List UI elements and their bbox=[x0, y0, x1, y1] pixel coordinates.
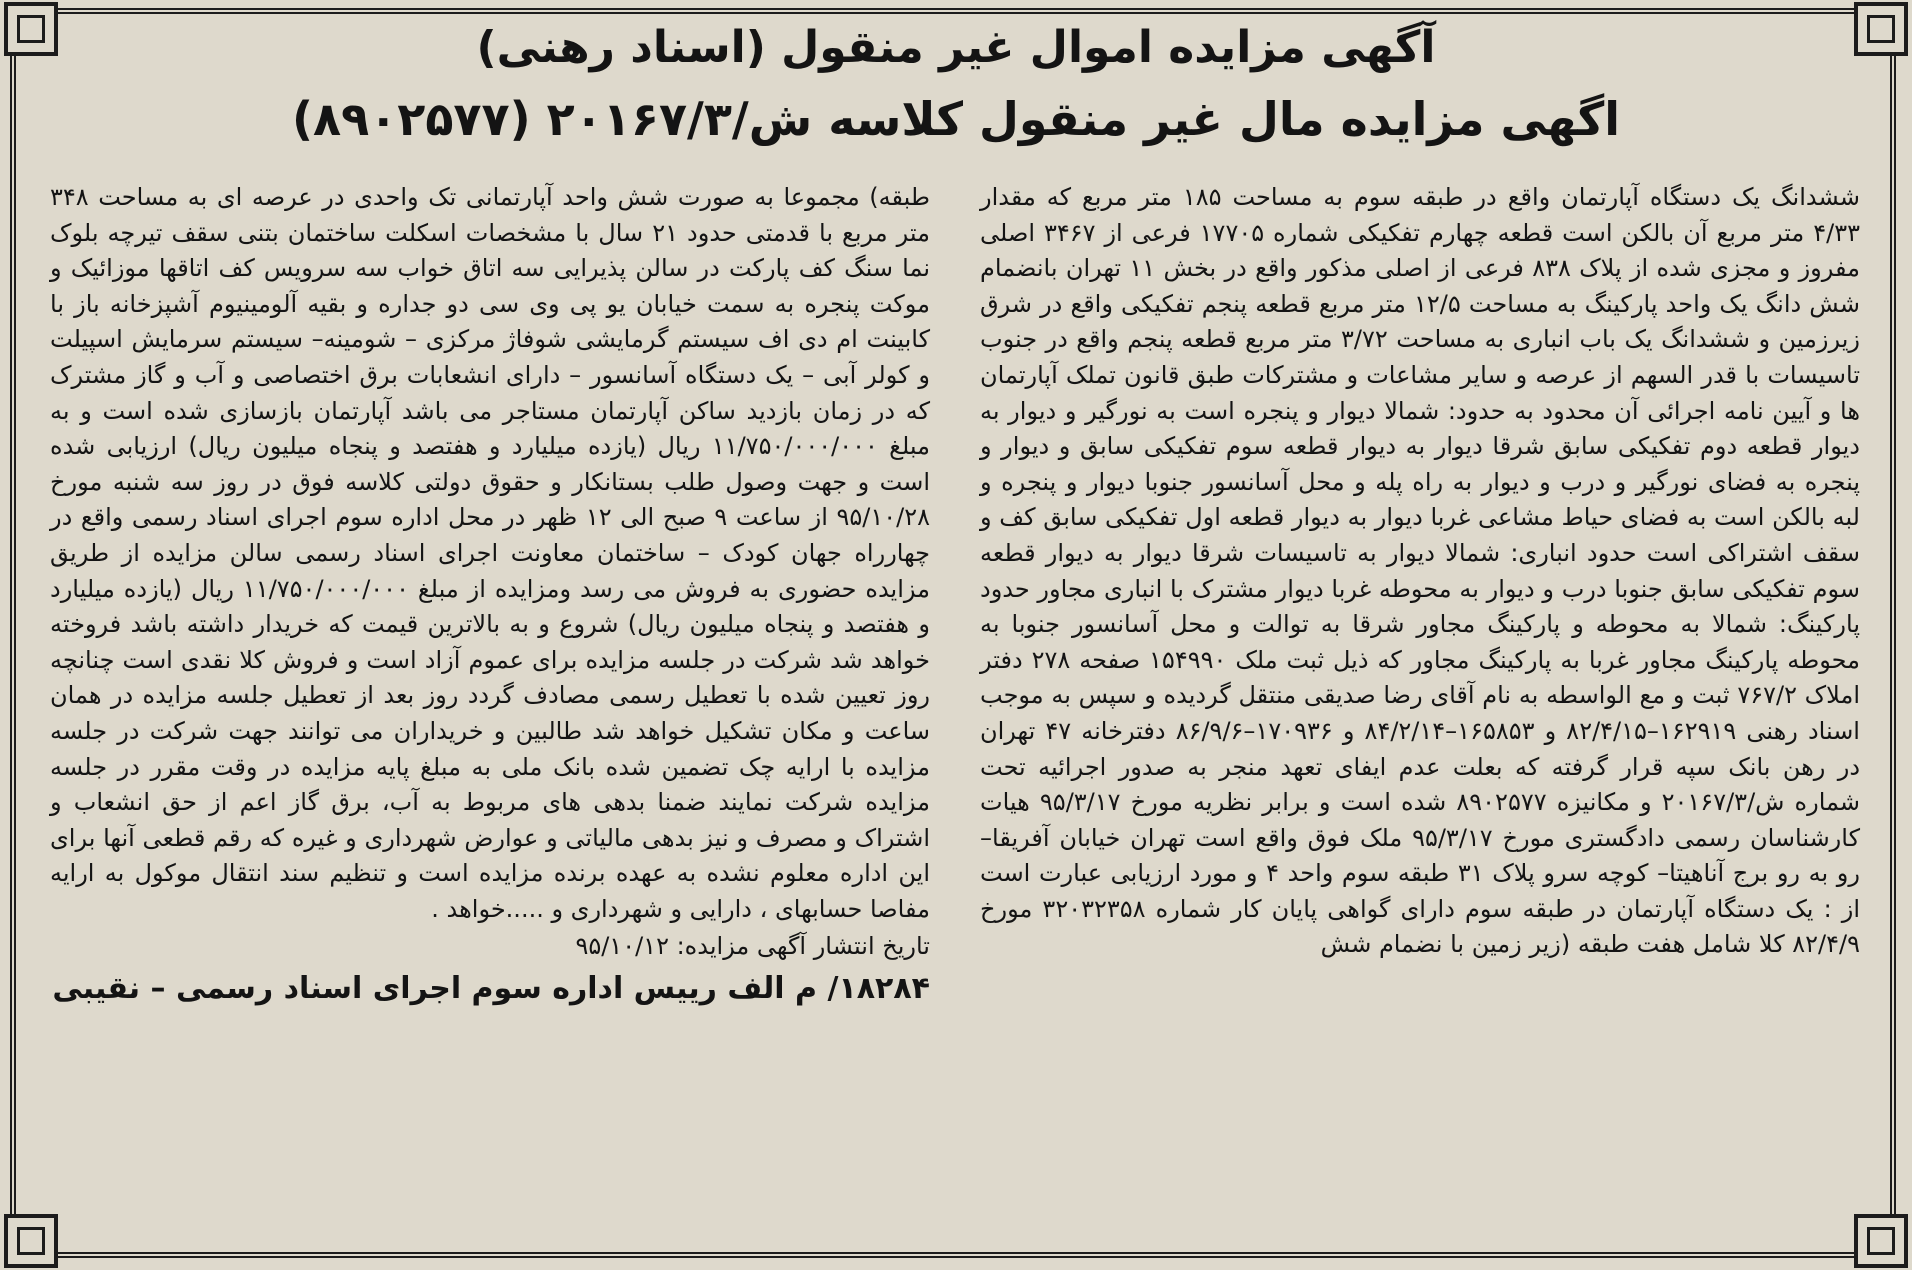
signature-line: ۱۸۲۸۴/ م الف رییس اداره سوم اجرای اسناد رسمی – نقیبی bbox=[52, 971, 930, 1007]
body-text-right: ششدانگ یک دستگاه آپارتمان واقع در طبقه سوم به مساحت ۱۸۵ متر مربع که مقدار ۴/۳۳ متر مربع آن بالکن است قطعه چهارم تفکیکی شماره ۱۷۷۰۵ فرعی از ۳۴۶۷ اصلی مفروز و مجزی شده از پلاک ۸۳۸ فرعی از اصلی مذکور واقع در بخش ۱۱ تهران بانضمام شش دانگ یک واحد پارکینگ به مساحت ۱۲/۵ متر مربع قطعه پنجم تفکیکی واقع در شرق زیرزمین و ششدانگ یک باب انباری به مساحت ۳/۷۲ متر مربع قطعه پنجم واقع در جنوب تاسیسات با قدر السهم از عرصه و سایر مشاعات و مشترکات طبق قانون تملک آپارتمان ها و آیین نامه اجرائی آن محدود به حدود: شمالا دیوار و پنجره است به نورگیر و دیوار به دیوار قطعه دوم تفکیکی سابق شرقا دیوار به دیوار قطعه سوم تفکیکی سابق و دیوار و پنجره به فضای نورگیر و درب و دیوار به راه پله و محل آسانسور جنوبا دیوار و پنجره و لبه بالکن است به فضای حیاط مشاعی غربا دیوار به دیوار قطعه اول تفکیکی سابق کف و سقف اشتراکی است حدود انباری: شمالا دیوار به تاسیسات شرقا دیوار به دیوار قطعه سوم تفکیکی سابق جنوبا درب و دیوار به محوطه غربا دیوار مشترک با انباری مجاور حدود پارکینگ: شمالا به محوطه و پارکینگ مجاور شرقا به توالت و محل آسانسور جنوبا به محوطه پارکینگ مجاور غربا به پارکینگ مجاور که ذیل ثبت ملک ۱۵۴۹۹۰ صفحه ۲۷۸ دفتر املاک ۷۶۷/۲ ثبت و مع الواسطه به نام آقای رضا صدیقی منتقل گردیده و سپس به موجب اسناد رهنی ۱۶۲۹۱۹–۸۲/۴/۱۵ و ۱۶۵۸۵۳–۸۴/۲/۱۴ و ۱۷۰۹۳۶–۸۶/۹/۶ دفترخانه ۴۷ تهران در رهن بانک سپه قرار گرفته که بعلت عدم ایفای تعهد منجر به صدور اجرائیه تحت شماره ش/۲۰۱۶۷/۳ و مکانیزه ۸۹۰۲۵۷۷ شده است و برابر نظریه مورخ ۹۵/۳/۱۷ هیات کارشناسان رسمی دادگستری مورخ ۹۵/۳/۱۷ ملک فوق واقع است تهران خیابان آفریقا– رو به رو برج آناهیتا– کوچه سرو پلاک ۳۱ طبقه سوم واحد ۴ و مورد ارزیابی عبارت است از : یک دستگاه آپارتمان در طبقه سوم دارای گواهی پایان کار شماره ۳۲۰۳۲۳۵۸ مورخ ۸۲/۴/۹ کلا شامل هفت طبقه (زیر زمین با نضمام شش bbox=[980, 183, 1861, 959]
text-column-right bbox=[980, 180, 1860, 963]
body-text-left: طبقه) مجموعا به صورت شش واحد آپارتمانی تک واحدی در عرصه ای به مساحت ۳۴۸ متر مربع با قدمتی حدود ۲۱ سال با مشخصات اسکلت ساختمان بتنی سقف تیرچه بلوک نما سنگ کف پارکت در سالن پذیرایی سه اتاق خواب سه سرویس کف اتاقها موزائیک و موکت پنجره به سمت خیابان یو پی وی سی دو جداره و بقیه آلومینیوم آشپزخانه باز با کابینت ام دی اف سیستم گرمایشی شوفاژ مرکزی – شومینه– سیستم سرمایش اسپیلت و کولر آبی – یک دستگاه آسانسور – دارای انشعابات برق اختصاصی و آب و گاز مشترک که در زمان بازدید ساکن آپارتمان مستاجر می باشد آپارتمان بازسازی شده است و به مبلغ ۱۱/۷۵۰/۰۰۰/۰۰۰ ریال (یازده میلیارد و هفتصد و پنجاه میلیون ریال) ارزیابی شده است و جهت وصول طلب بستانکار و حقوق دولتی کلاسه فوق در روز سه شنبه مورخ ۹۵/۱۰/۲۸ از ساعت ۹ صبح الی ۱۲ ظهر در محل اداره سوم اجرای اسناد رسمی واقع در چهارراه جهان کودک – ساختمان معاونت اجرای اسناد رسمی سالن مزایده از طریق مزایده حضوری به فروش می رسد ومزایده از مبلغ ۱۱/۷۵۰/۰۰۰/۰۰۰ ریال (یازده میلیارد و هفتصد و پنجاه میلیون ریال) شروع و به بالاترین قیمت که خریدار داشته باشد فروخته خواهد شد شرکت در جلسه مزایده برای عموم آزاد است و فروش کلا نقدی است چنانچه روز تعیین شده با تعطیل رسمی مصادف گردد روز بعد از تعطیل جلسه مزایده در همان ساعت و مکان تشکیل خواهد شد طالبین و خریداران می توانند جهت شرکت در جلسه مزایده با ارایه چک تضمین شده بانک ملی به مبلغ پایه مزایده در وقت مقرر در جلسه مزایده شرکت نمایند ضمنا بدهی های مربوط به آب، برق گاز اعم از حق انشعاب و اشتراک و مصرف و نیز بدهی مالیاتی و عوارض شهرداری و غیره که رقم قطعی آنها برای این اداره معلوم نشده به عهده برنده مزایده است و تنظیم سند انتقال موکول به ارایه مفاصا حسابهای ، دارایی و شهرداری و .....خواهد . bbox=[50, 183, 930, 923]
notice-title: آگهی مزایده اموال غیر منقول (اسناد رهنی) bbox=[476, 22, 1436, 73]
notice-subtitle: اگهی مزایده مال غیر منقول کلاسه ش/۲۰۱۶۷/۳ (۸۹۰۲۵۷۷) bbox=[292, 92, 1620, 146]
corner-ornament bbox=[1854, 1214, 1908, 1268]
corner-ornament bbox=[4, 2, 58, 56]
publish-date: تاریخ انتشار آگهی مزایده: ۹۵/۱۰/۱۲ bbox=[575, 932, 930, 961]
text-column-left bbox=[50, 180, 930, 1007]
corner-ornament bbox=[1854, 2, 1908, 56]
corner-ornament bbox=[4, 1214, 58, 1268]
